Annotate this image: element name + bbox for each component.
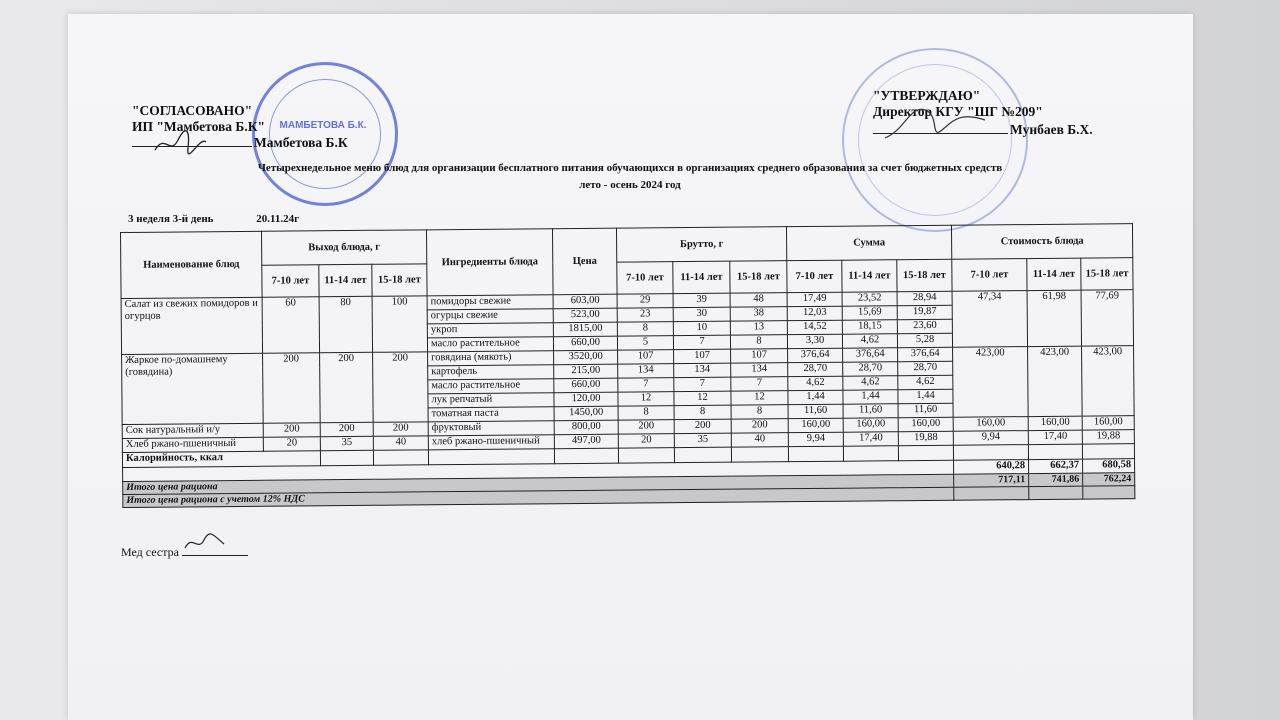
sum-cell: 19,87 bbox=[897, 305, 952, 319]
cost-cell: 9,94 bbox=[953, 431, 1028, 446]
cost-cell: 160,00 bbox=[1082, 416, 1134, 430]
output-cell: 35 bbox=[320, 436, 373, 450]
ingredient-cell: картофель bbox=[428, 365, 554, 380]
price-cell: 120,00 bbox=[554, 392, 618, 407]
brutto-cell: 107 bbox=[674, 349, 731, 363]
sum-cell: 160,00 bbox=[788, 418, 843, 432]
sum-cell: 18,15 bbox=[842, 320, 897, 334]
col-sum-header: Сумма bbox=[787, 225, 952, 260]
menu-table-body bbox=[121, 290, 1134, 453]
output-cell: 200 bbox=[373, 422, 428, 436]
sum-cell: 376,64 bbox=[898, 347, 953, 361]
brutto-cell: 7 bbox=[731, 377, 788, 391]
col-cost-header: Стоимость блюда bbox=[952, 224, 1133, 260]
cost-cell: 19,88 bbox=[1082, 430, 1134, 444]
sum-cell: 160,00 bbox=[843, 418, 898, 432]
col-price-header: Цена bbox=[553, 228, 618, 295]
age-header: 11-14 лет bbox=[842, 260, 897, 292]
output-cell: 40 bbox=[373, 436, 428, 450]
cost-cell: 423,00 bbox=[1082, 346, 1135, 416]
sum-cell: 23,52 bbox=[842, 292, 897, 306]
age-header: 11-14 лет bbox=[319, 264, 372, 296]
output-cell: 100 bbox=[372, 296, 428, 352]
sum-cell: 376,64 bbox=[788, 348, 843, 362]
output-cell: 200 bbox=[263, 423, 320, 437]
sum-cell: 14,52 bbox=[787, 320, 842, 334]
nurse-label: Мед сестра bbox=[121, 545, 179, 559]
age-header: 11-14 лет bbox=[673, 261, 730, 293]
sum-cell: 19,88 bbox=[898, 431, 953, 445]
price-cell: 660,00 bbox=[553, 336, 617, 351]
title-line-2: лето - осень 2024 год bbox=[579, 179, 681, 191]
age-header: 7-10 лет bbox=[952, 259, 1027, 292]
title-line-1: Четырехнедельное меню блюд для организации бесплатного питания обучающихся в организациях среднего образования за счет бюджетных средств bbox=[257, 162, 1003, 174]
ingredient-cell: хлеб ржано-пшеничный bbox=[428, 435, 554, 450]
approval-block-left bbox=[132, 103, 348, 151]
brutto-cell: 8 bbox=[617, 322, 673, 336]
price-cell: 1450,00 bbox=[554, 406, 618, 421]
brutto-cell: 8 bbox=[731, 405, 788, 419]
total-label: Итого цена рациона bbox=[123, 474, 954, 494]
cost-cell: 61,98 bbox=[1027, 290, 1081, 346]
age-header: 15-18 лет bbox=[730, 261, 787, 293]
cost-cell: 423,00 bbox=[1028, 346, 1083, 416]
ingredient-cell: томатная паста bbox=[428, 407, 554, 422]
brutto-cell: 134 bbox=[731, 363, 788, 377]
sum-cell: 5,28 bbox=[897, 333, 952, 347]
nurse-signature-block bbox=[121, 545, 248, 560]
sum-cell: 4,62 bbox=[842, 334, 897, 348]
total-value: 662,37 bbox=[1029, 459, 1083, 473]
confirmed-name: Мунбаев Б.Х. bbox=[1010, 122, 1093, 137]
cost-cell: 160,00 bbox=[953, 417, 1028, 432]
sum-cell: 28,70 bbox=[843, 362, 898, 376]
brutto-cell: 8 bbox=[674, 405, 731, 419]
brutto-cell: 7 bbox=[618, 378, 674, 392]
brutto-cell: 38 bbox=[730, 307, 787, 321]
document-title bbox=[250, 160, 1010, 194]
brutto-cell: 12 bbox=[731, 391, 788, 405]
brutto-cell: 5 bbox=[617, 336, 673, 350]
age-header: 7-10 лет bbox=[787, 260, 842, 292]
brutto-cell: 40 bbox=[731, 433, 788, 447]
left-seal-name: МАМБЕТОВА Б.К. bbox=[279, 120, 367, 131]
sum-cell: 4,62 bbox=[898, 375, 953, 389]
col-ingredients-header: Ингредиенты блюда bbox=[427, 229, 554, 296]
brutto-cell: 107 bbox=[731, 349, 788, 363]
cost-cell: 47,34 bbox=[952, 291, 1027, 348]
confirmed-position: Директор КГУ "ШГ №209" bbox=[873, 104, 1043, 119]
price-cell: 660,00 bbox=[554, 378, 618, 393]
sum-cell: 11,60 bbox=[843, 404, 898, 418]
sum-cell: 15,69 bbox=[842, 306, 897, 320]
total-vat-value: 717,11 bbox=[954, 474, 1029, 488]
menu-table bbox=[120, 223, 1135, 508]
ingredient-cell: масло растительное bbox=[427, 337, 553, 352]
sum-cell: 17,49 bbox=[787, 292, 842, 306]
dish-name-cell: Жаркое по-домашнему (говядина) bbox=[122, 353, 264, 424]
sum-cell: 12,03 bbox=[787, 306, 842, 320]
sum-cell: 28,70 bbox=[898, 361, 953, 375]
confirmed-title: "УТВЕРЖДАЮ" bbox=[873, 88, 981, 103]
menu-table-footer bbox=[122, 444, 1135, 508]
total-vat-value: 741,86 bbox=[1029, 473, 1083, 486]
brutto-cell: 134 bbox=[674, 363, 731, 377]
brutto-cell: 20 bbox=[618, 434, 674, 448]
ingredient-cell: лук репчатый bbox=[428, 393, 554, 408]
output-cell: 200 bbox=[373, 352, 429, 422]
approved-title: "СОГЛАСОВАНО" bbox=[132, 103, 253, 118]
approval-block-right bbox=[873, 88, 1093, 138]
sum-cell: 4,62 bbox=[788, 376, 843, 390]
total-vat-value: 762,24 bbox=[1083, 473, 1135, 486]
age-header: 15-18 лет bbox=[1081, 258, 1133, 290]
signature-line bbox=[873, 133, 1008, 134]
dish-name-cell: Сок натуральный и/у bbox=[122, 423, 263, 438]
age-header: 7-10 лет bbox=[617, 262, 673, 294]
brutto-cell: 12 bbox=[618, 392, 674, 406]
output-cell: 80 bbox=[319, 296, 372, 352]
total-vat-label: Итого цена рациона с учетом 12% НДС bbox=[123, 487, 954, 507]
brutto-cell: 13 bbox=[730, 321, 787, 335]
sum-cell: 23,60 bbox=[897, 319, 952, 333]
brutto-cell: 7 bbox=[673, 335, 730, 349]
price-cell: 800,00 bbox=[554, 420, 618, 435]
sum-cell: 28,70 bbox=[788, 362, 843, 376]
sum-cell: 28,94 bbox=[897, 291, 952, 305]
brutto-cell: 12 bbox=[674, 391, 731, 405]
sum-cell: 1,44 bbox=[843, 390, 898, 404]
approved-org: ИП "Мамбетова Б.К" bbox=[132, 119, 265, 134]
total-value: 640,28 bbox=[954, 460, 1029, 475]
dish-name-cell: Салат из свежих помидоров и огурцов bbox=[121, 297, 262, 354]
price-cell: 603,00 bbox=[553, 294, 617, 309]
ingredient-cell: помидоры свежие bbox=[427, 295, 553, 310]
cost-cell: 77,69 bbox=[1081, 290, 1134, 346]
brutto-cell: 8 bbox=[730, 335, 787, 349]
ingredient-cell: масло растительное bbox=[428, 379, 554, 394]
brutto-cell: 23 bbox=[617, 308, 673, 322]
price-cell: 523,00 bbox=[553, 308, 617, 323]
output-cell: 200 bbox=[320, 352, 374, 422]
sum-cell: 1,44 bbox=[898, 389, 953, 403]
brutto-cell: 200 bbox=[731, 419, 788, 433]
output-cell: 60 bbox=[262, 297, 319, 353]
output-cell: 200 bbox=[263, 353, 321, 423]
brutto-cell: 200 bbox=[674, 419, 731, 433]
sum-cell: 9,94 bbox=[788, 432, 843, 446]
brutto-cell: 200 bbox=[618, 420, 674, 434]
ingredient-cell: огурцы свежие bbox=[427, 309, 553, 324]
age-header: 11-14 лет bbox=[1027, 258, 1081, 290]
brutto-cell: 8 bbox=[618, 406, 674, 420]
approved-name: Мамбетова Б.К bbox=[254, 135, 348, 150]
col-output-header: Выход блюда, г bbox=[261, 230, 426, 265]
sum-cell: 160,00 bbox=[898, 417, 953, 431]
sum-cell: 376,64 bbox=[843, 348, 898, 362]
brutto-cell: 48 bbox=[730, 293, 787, 307]
price-cell: 497,00 bbox=[554, 434, 618, 449]
output-cell: 20 bbox=[263, 437, 320, 451]
age-header: 7-10 лет bbox=[262, 265, 319, 297]
week-label: 3 неделя 3-й день bbox=[128, 213, 214, 225]
ingredient-cell: фруктовый bbox=[428, 421, 554, 436]
col-dish-header: Наименование блюд bbox=[121, 231, 263, 298]
menu-date: 20.11.24г bbox=[256, 213, 300, 225]
sum-cell: 17,40 bbox=[843, 432, 898, 446]
brutto-cell: 134 bbox=[618, 364, 674, 378]
price-cell: 1815,00 bbox=[553, 322, 617, 337]
sum-cell: 1,44 bbox=[788, 390, 843, 404]
sum-cell: 11,60 bbox=[788, 404, 843, 418]
sum-cell: 3,30 bbox=[787, 334, 842, 348]
cost-cell: 17,40 bbox=[1028, 430, 1082, 444]
week-day-line bbox=[128, 213, 339, 225]
brutto-cell: 107 bbox=[618, 350, 674, 364]
brutto-cell: 10 bbox=[673, 321, 730, 335]
cost-cell: 160,00 bbox=[1028, 416, 1082, 430]
brutto-cell: 30 bbox=[673, 307, 730, 321]
output-cell: 200 bbox=[320, 422, 373, 436]
cost-cell: 423,00 bbox=[953, 347, 1029, 418]
brutto-cell: 7 bbox=[674, 377, 731, 391]
signature-line bbox=[182, 555, 248, 556]
age-header: 15-18 лет bbox=[897, 259, 952, 291]
brutto-cell: 35 bbox=[674, 433, 731, 447]
ingredient-cell: говядина (мякоть) bbox=[428, 351, 554, 366]
sum-cell: 11,60 bbox=[898, 403, 953, 417]
brutto-cell: 39 bbox=[673, 293, 730, 307]
price-cell: 3520,00 bbox=[554, 350, 618, 365]
total-value: 680,58 bbox=[1083, 459, 1135, 473]
signature-line bbox=[132, 146, 252, 147]
brutto-cell: 29 bbox=[617, 294, 673, 308]
dish-name-cell: Хлеб ржано-пшеничный bbox=[122, 437, 263, 452]
age-header: 15-18 лет bbox=[372, 264, 427, 296]
price-cell: 215,00 bbox=[554, 364, 618, 379]
calories-label: Калорийность, ккал bbox=[122, 451, 320, 468]
col-brutto-header: Брутто, г bbox=[617, 227, 787, 262]
ingredient-cell: укроп bbox=[427, 323, 553, 338]
sum-cell: 4,62 bbox=[843, 376, 898, 390]
